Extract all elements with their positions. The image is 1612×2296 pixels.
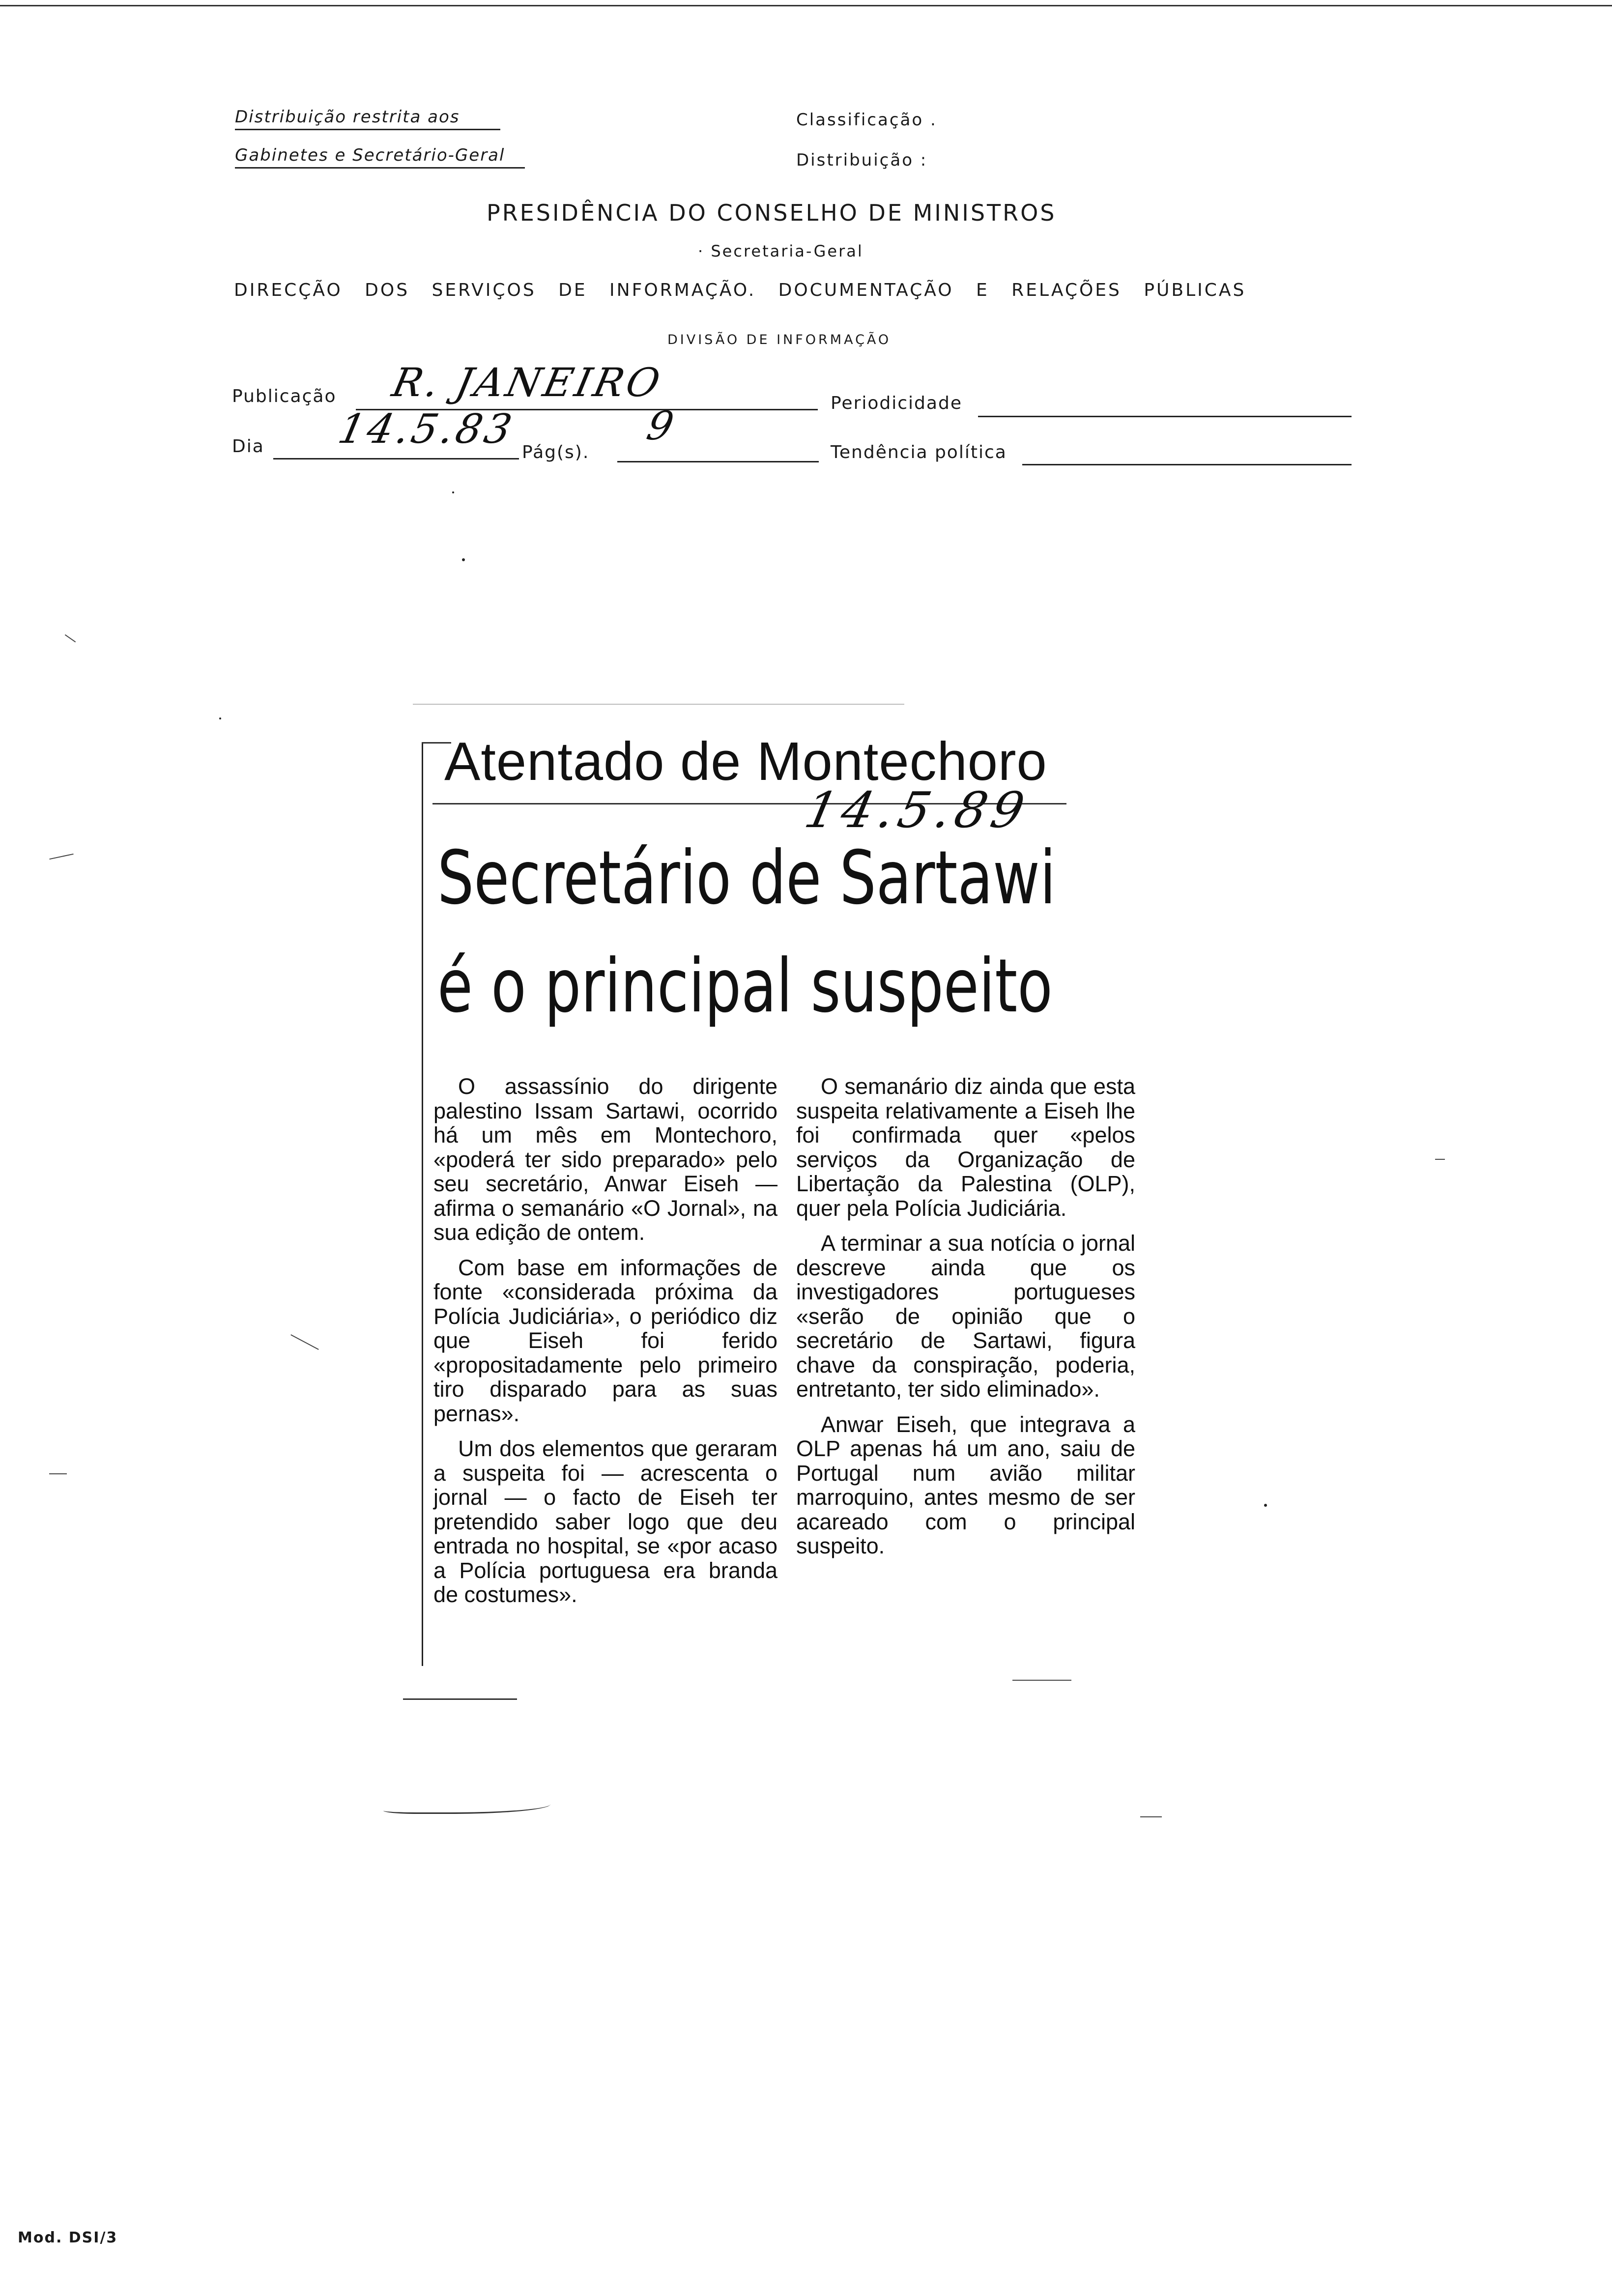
form-model-code: Mod. DSI/3 [18,2229,118,2246]
dia-label: Dia [232,436,264,457]
distribuicao-label: Distribuição : [796,150,928,170]
margin-mark [290,1334,318,1350]
clipping-top-edge [413,704,904,705]
direccao-servicos: DIRECÇÃO DOS SERVIÇOS DE INFORMAÇÃO. DOCUMENTAÇÃO E RELAÇÕES PÚBLICAS [234,280,1246,300]
article-headline-line2: é o principal suspeito [437,944,1053,1029]
margin-mark [49,854,73,860]
article-kicker: Atentado de Montechoro [444,731,1047,792]
tendencia-label: Tendência política [831,442,1007,462]
periodicidade-line [978,416,1352,417]
top-border-line [0,5,1612,6]
classificacao-label: Classificação . [796,110,937,130]
margin-mark [65,634,76,643]
article-paragraph: A terminar a sua notícia o jornal descreve ainda que os investigadores portugueses «serão de opinião que o secretário de Sartawi, figura chave da conspiração, poderia, entretanto, ter sido eliminado». [796,1231,1135,1402]
clipping-handwritten-date: 14.5.89 [800,781,1035,839]
clipping-bottom-rule [403,1698,517,1700]
periodicidade-label: Periodicidade [831,393,962,413]
secretaria-geral: · Secretaria-Geral [698,242,864,260]
pags-handwritten: 9 [643,403,681,449]
article-column-2 [796,1074,1135,1569]
speck-mark [1264,1504,1267,1507]
publicacao-label: Publicação [232,386,337,406]
pags-label: Pág(s). [522,442,590,462]
margin-mark [49,1473,67,1474]
dia-handwritten: 14.5.83 [334,406,519,453]
speck-mark [462,558,465,561]
speck-mark [219,718,221,719]
clipping-scrap-edge [383,1798,550,1814]
tendencia-line [1022,464,1352,465]
clipping-left-rule [422,742,423,1666]
dia-line [273,458,519,459]
article-paragraph: O assassínio do dirigente palestino Issam Sartawi, ocorrido há um mês em Montechoro, «poderá ter sido preparado» pelo seu secretário, Anwar Eiseh — afirma o semanário «O Jornal», na sua edição de ontem. [433,1074,777,1245]
speck-mark [452,491,454,493]
article-paragraph: Um dos elementos que geraram a suspeita foi — acrescenta o jornal — o facto de Eiseh ter pretendido saber logo que deu entrada no hospital, se «por acaso a Polícia portuguesa era branda de costumes». [433,1436,777,1607]
clipping-bottom-dash [1012,1680,1071,1681]
margin-mark [1435,1159,1445,1160]
presidencia-title: PRESIDÊNCIA DO CONSELHO DE MINISTROS [487,200,1057,226]
pags-line [617,461,819,462]
restricted-distribution-line1: Distribuição restrita aos [235,107,500,130]
article-headline-line1: Secretário de Sartawi [437,835,1056,921]
article-column-1 [433,1074,777,1618]
publicacao-handwritten: R. JANEIRO [388,360,667,405]
restricted-distribution-line2: Gabinetes e Secretário-Geral [235,145,525,169]
article-paragraph: Com base em informações de fonte «considerada próxima da Polícia Judiciária», o periódico diz que Eiseh foi ferido «propositadamente pelo primeiro tiro disparado para as suas pernas». [433,1255,777,1426]
divisao-informacao: DIVISÃO DE INFORMAÇÃO [667,332,892,347]
article-paragraph: O semanário diz ainda que esta suspeita relativamente a Eiseh lhe foi confirmada quer «pelos serviços da Organização de Libertação da Palestina (OLP), quer pela Polícia Judiciária. [796,1074,1135,1221]
article-paragraph: Anwar Eiseh, que integrava a OLP apenas há um ano, saiu de Portugal num avião militar marroquino, antes mesmo de ser acareado com o principal suspeito. [796,1411,1135,1558]
margin-mark [1140,1816,1162,1817]
